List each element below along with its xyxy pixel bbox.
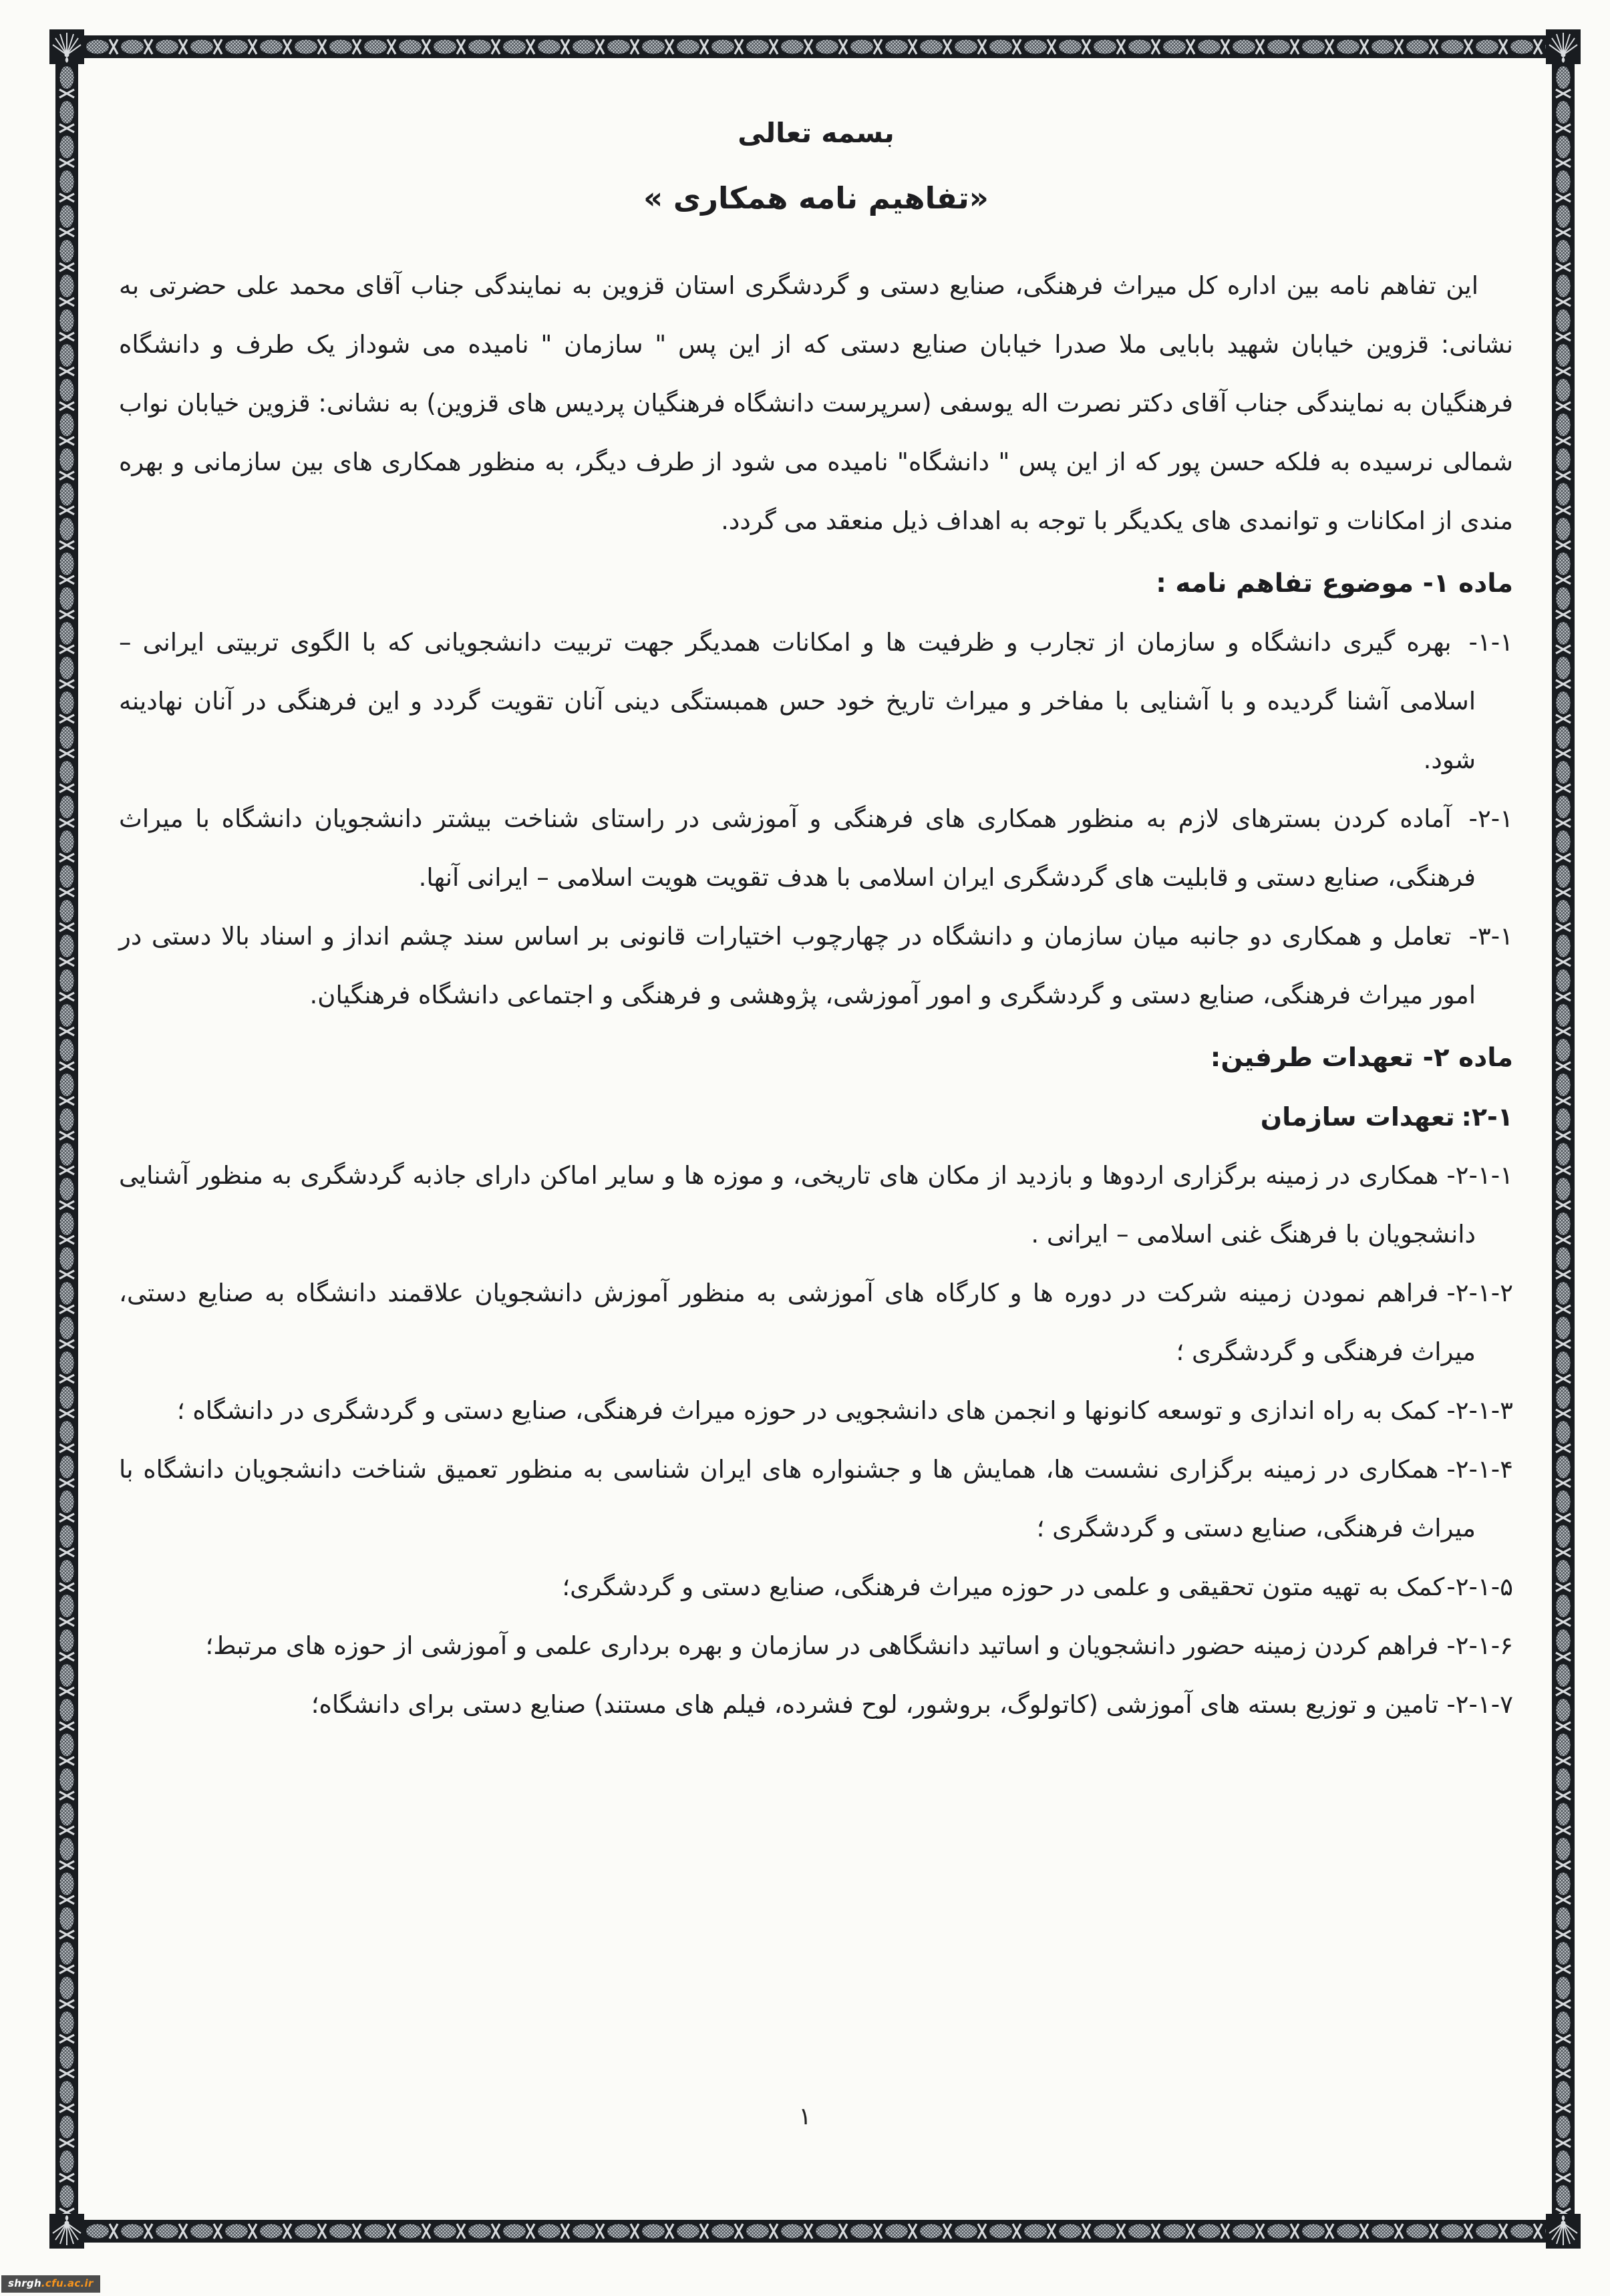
article2-item-6: [119, 1617, 1513, 1675]
article2-heading: ماده ۲- تعهدات طرفین:: [1210, 1043, 1513, 1073]
item-text: تعامل و همکاری دو جانبه میان سازمان و دانشگاه در چهارچوب اختیارات قانونی بر اساس سند چشم انداز و اسناد بالا دستی در امور میراث فرهنگی، صنایع دستی و گردشگری و امور آموزشی، پژوهشی و فرهنگی و اجتماعی دانشگاه فرهنگیان.: [119, 922, 1476, 1009]
watermark-site-name: shrgh: [8, 2277, 41, 2289]
bismillah-line: بسمه تعالی: [738, 117, 895, 149]
item-text: فراهم نمودن زمینه شرکت در دوره ها و کارگاه های آموزشی به منظور آموزش دانشجویان علاقمند دانشگاه به صنایع دستی، میراث فرهنگی و گردشگری ؛: [119, 1279, 1476, 1366]
site-watermark: [1, 2275, 100, 2293]
article2-item-3: [119, 1381, 1513, 1440]
article2-item-5: [119, 1558, 1513, 1617]
section-number: :۲-۱: [1461, 1102, 1513, 1132]
article1-item-3: [119, 907, 1513, 1025]
item-text: فراهم کردن زمینه حضور دانشجویان و اساتید دانشگاهی در سازمان و بهره برداری علمی و آموزشی از حوزه های مرتبط؛: [205, 1631, 1439, 1660]
item-number: -۲-۱: [1468, 804, 1513, 833]
document-body: [119, 112, 1513, 1734]
item-text: تامین و توزیع بسته های آموزشی (کاتولوگ، بروشور، لوح فشرده، فیلم های مستند) صنایع دستی برای دانشگاه؛: [311, 1690, 1439, 1719]
item-number: -۲-۱-۶: [1446, 1631, 1513, 1660]
item-text: کمک به راه اندازی و توسعه کانونها و انجمن های دانشجویی در حوزه میراث فرهنگی، صنایع دستی و گردشگری در دانشگاه ؛: [176, 1396, 1439, 1425]
border-corner-rosette-icon: [49, 29, 84, 64]
item-number: -۲-۱-۱: [1446, 1161, 1513, 1190]
article1-item-2: [119, 790, 1513, 907]
intro-paragraph: این تفاهم نامه بین اداره کل میراث فرهنگی، صنایع دستی و گردشگری استان قزوین به نمایندگی جناب آقای محمد علی حضرتی به نشانی: قزوین خیابان شهید بابایی ملا صدرا خیابان صنایع دستی که از این پس " سازمان " نامیده می شوداز یک طرف و دانشگاه فرهنگیان به نمایندگی جناب آقای دکتر نصرت اله یوسفی (سرپرست دانشگاه فرهنگیان پردیس های قزوین) به نشانی: قزوین خیابان نواب شمالی نرسیده به فلکه حسن پور که از این پس " دانشگاه" نامیده می شود از طرف دیگر، به منظور همکاری های بین سازمانی و بهره مندی از امکانات و توانمدی های یکدیگر با توجه به اهداف ذیل منعقد می گردد.: [119, 271, 1513, 535]
ornamental-border-bottom: [84, 2220, 1546, 2243]
document-title: «تفاهیم نامه همکاری »: [643, 180, 989, 216]
article2-item-1: [119, 1146, 1513, 1264]
page-number: ۱: [798, 2103, 812, 2130]
article2-item-2: [119, 1264, 1513, 1381]
article2-item-4: [119, 1440, 1513, 1558]
ornamental-border-top: [84, 35, 1546, 58]
section-title: تعهدات سازمان: [1260, 1102, 1455, 1132]
item-text: کمک به تهیه متون تحقیقی و علمی در حوزه میراث فرهنگی، صنایع دستی و گردشگری؛: [562, 1573, 1445, 1601]
item-number: -۲-۱-۴: [1446, 1455, 1513, 1484]
article2-section1-heading: [119, 1088, 1513, 1146]
item-number: -۲-۱-۷: [1446, 1690, 1513, 1719]
border-corner-rosette-icon: [1546, 29, 1581, 64]
item-number: -۲-۱-۲: [1446, 1279, 1513, 1307]
ornamental-border-right: [1552, 64, 1575, 2214]
item-text: همکاری در زمینه برگزاری اردوها و بازدید از مکان های تاریخی، و موزه ها و سایر اماکن دارای جاذبه گردشگری به منظور آشنایی دانشجویان با فرهنگ غنی اسلامی – ایرانی .: [119, 1161, 1476, 1249]
item-number: -۲-۱-۵: [1446, 1573, 1513, 1601]
item-number: -۳-۱: [1468, 922, 1513, 951]
item-text: بهره گیری دانشگاه و سازمان از تجارب و ظرفیت ها و امکانات همدیگر جهت تربیت دانشجویانی که با الگوی تربیتی ایرانی – اسلامی آشنا گردیده و با آشنایی با مفاخر و میراث تاریخ خود حس همبستگی دینی آنان تقویت گردد و این فرهنگی در آنان نهادینه شود.: [119, 628, 1476, 774]
watermark-domain: .cfu.ac.ir: [41, 2277, 94, 2289]
item-number: -۲-۱-۳: [1446, 1396, 1513, 1425]
article2-item-7: [119, 1675, 1513, 1734]
item-number: -۱-۱: [1468, 628, 1513, 657]
border-corner-rosette-icon: [1546, 2214, 1581, 2249]
border-corner-rosette-icon: [49, 2214, 84, 2249]
item-text: همکاری در زمینه برگزاری نشست ها، همایش ها و جشنواره های ایران شناسی به منظور تعمیق شناخت دانشجویان دانشگاه با میراث فرهنگی، صنایع دستی و گردشگری ؛: [119, 1455, 1476, 1542]
ornamental-border-left: [55, 64, 78, 2214]
article1-item-1: [119, 613, 1513, 790]
item-text: آماده کردن بسترهای لازم به منظور همکاری های فرهنگی و آموزشی در راستای شناخت بیشتر دانشجویان دانشگاه با میراث فرهنگی، صنایع دستی و قابلیت های گردشگری ایران اسلامی با هدف تقویت هویت اسلامی – ایرانی آنها.: [119, 804, 1476, 892]
article1-heading: ماده ۱- موضوع تفاهم نامه :: [1156, 568, 1513, 599]
